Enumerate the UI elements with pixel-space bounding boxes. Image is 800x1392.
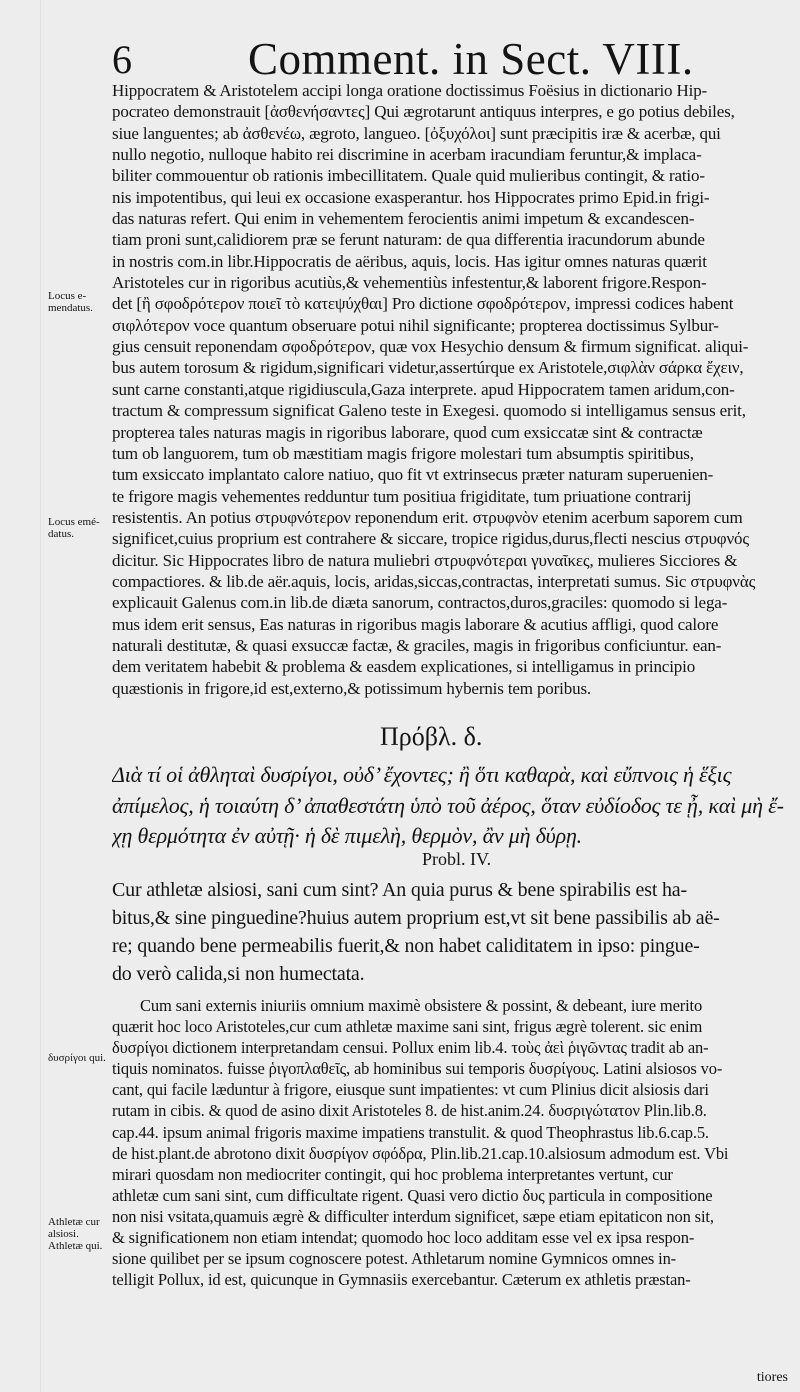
- greek-problem-text: [112, 760, 792, 852]
- text-line: naturali destitutæ, & quasi exsuccæ factæ, & graciles, magis in frigoribus conficiuntur. ean-: [112, 635, 722, 655]
- text-line: gius censuit reponendam σφοδρότερον, quæ vox Hesychio densum & firmum significat. aliqui-: [112, 337, 749, 357]
- text-line: rutam in cibis. & quod de asino dixit Aristoteles 8. de hist.anim.24. δυσριγώτατον Plin.lib.8.: [112, 1101, 707, 1121]
- text-line: det [ἢ σφοδρότερον ποιεῖ τὸ κατεψύχθαι] Pro dictione σφοδρότερον, impressi codices habent: [112, 294, 734, 314]
- text-line: sunt carne constanti,atque rigidiuscula,Gaza interprete. apud Hippocratem tamen aridum,con-: [112, 379, 735, 399]
- catchword: tiores: [756, 1370, 788, 1385]
- text-line: propterea tales naturas magis in rigoribus laborare, quod cum exsiccatæ sint & contractæ: [112, 422, 703, 442]
- greek-line: ἀπίμελος, ἡ τοιαύτη δ’ ἀπαθεστάτη ὑπὸ τοῦ ἀέρος, ὅταν εὐδίοδος τε ᾖ, καὶ μὴ ἔ-: [112, 792, 784, 818]
- commentary-paragraph-2: [112, 995, 792, 1290]
- text-line: in nostris com.in libr.Hippocratis de aëribus, aquis, locis. Has igitur omnes naturas quærit: [112, 251, 707, 271]
- text-line: σιφλότερον voce quantum obseruare potui nihil significante; propterea doctissimus Sylbur-: [112, 315, 719, 335]
- text-line: tiam proni sunt,calidiorem præ se ferunt naturam: de qua differentia iracundorum abunde: [112, 230, 705, 250]
- margin-note-locus-emendatus-1: Locus e-mendatus.: [48, 290, 93, 314]
- text-line: quærit hoc loco Aristoteles,cur cum athletæ maxime sani sint, frigus ægrè tolerent. sic enim: [112, 1017, 703, 1037]
- text-line: te frigore magis vehementes redduntur tum positiua frigiditate, tum priuatione contrarij: [112, 486, 692, 506]
- running-head: Comment. in Sect. VIII.: [248, 34, 694, 84]
- text-line: mirari quosdam non mediocriter contingit, qui hoc problema interpretantes vertunt, cur: [112, 1164, 673, 1184]
- text-line: telligit Pollux, id est, quicunque in Gymnasiis exercebantur. Cæterum ex athletis præstan-: [112, 1270, 691, 1290]
- text-line: dem veritatem habebit & problema & easdem explicationes, si intelligamus in principio: [112, 657, 696, 677]
- latin-line: re; quando bene permeabilis fuerit,& non habet caliditatem in ipso: pingue-: [112, 935, 700, 957]
- text-line: athletæ cum sani sint, cum difficultate rigent. Quasi vero dictio δυς particula in compositione: [112, 1185, 713, 1205]
- latin-line: Cur athletæ alsiosi, sani cum sint? An quia purus & bene spirabilis est ha-: [112, 879, 687, 901]
- text-line: Cum sani externis iniuriis omnium maximè obsistere & possint, & debeant, iure merito: [140, 996, 703, 1015]
- margin-note-dysrigoi: δυσρίγοι qui.: [48, 1052, 106, 1064]
- text-line: δυσρίγοι dictionem interpretandam censui. Pollux enim lib.4. τοὺς ἀεὶ ῥιγῶντας tradit ab an-: [112, 1038, 709, 1058]
- text-line: pocrateo demonstrauit [ἀσθενήσαντες] Qui ægrotarunt antiquus interpres, e go potius debiles,: [112, 102, 735, 122]
- text-line: tum exsiccato implantato calore natiuo, quo fit vt extrinsecus præter naturam superuenien-: [112, 465, 714, 485]
- text-line: quæstionis in frigore,id est,externo,& potissimum hybernis tem poribus.: [112, 678, 592, 698]
- text-line: das naturas refert. Qui enim in vehementem ferocientis animi impetum & excandescen-: [112, 209, 695, 229]
- text-line: biliter commouentur ob rationis imbecillitatem. Quale quid mulieribus contingit, & ratio-: [112, 166, 705, 186]
- text-line: mus idem erit sensus, Eas naturas in rigoribus magis laborare & acutius affligi, quod calore: [112, 614, 719, 634]
- margin-note-athletae: Athletæ cur alsiosi. Athletæ qui.: [48, 1216, 103, 1252]
- text-line: compactiores. & lib.de aër.aquis, locis, aridas,siccas,contractas, interpretati sumus. Sic στρυφνὰς: [112, 571, 756, 591]
- text-line: tractum & compressum significat Galeno teste in Exegesi. quomodo si intelligamus sensus erit,: [112, 401, 746, 421]
- text-line: bus autem torosum & rigidum,significari videtur,assertúrque ex Aristotele,σιφλὰν σάρκα ἔχειν,: [112, 358, 744, 378]
- text-line: resistentis. An potius στρυφνότερον reponendum erit. στρυφνὸν etenim acerbum saporem cum: [112, 507, 743, 527]
- text-line: & significationem non etiam intendat; quomodo hoc loco additam esse vel ex ipsa respon-: [112, 1228, 695, 1248]
- text-line: Hippocratem & Aristotelem accipi longa oratione doctissimus Foësius in dictionario Hip-: [112, 81, 708, 100]
- commentary-paragraph-1: [112, 80, 787, 699]
- margin-note-locus-emendatus-2: Locus emé-datus.: [48, 516, 100, 540]
- text-line: Aristoteles cur in rigoribus acutiùs,& vehementiùs infestentur,& laborent frigore.Respon-: [112, 273, 707, 293]
- greek-line: χῃ θερμότητα ἐν αὐτῇ· ἡ δὲ πιμελὴ, θερμὸν, ἂν μὴ δύρῃ.: [112, 823, 582, 848]
- gutter-shadow: [40, 0, 41, 1392]
- text-line: cap.44. ipsum animal frigoris maxime impatiens transtulit. & quod Theophrastus lib.6.cap.5.: [112, 1122, 709, 1142]
- greek-line: Διὰ τί οἱ ἀθληταὶ δυσρίγοι, οὐδ’ ἔχοντες; ἢ ὅτι καθαρὰ, καὶ εὔπνοις ἡ ἕξις: [112, 762, 732, 787]
- text-line: cant, qui facile læduntur à frigore, eiusque sunt impatientes: vt cum Plinius dicit alsiosis dari: [112, 1080, 709, 1100]
- text-line: de hist.plant.de abrotono dixit δυσρίγον σφόδρα, Plin.lib.21.cap.10.alsiosum admodum est. Vbi: [112, 1143, 729, 1163]
- text-line: nullo negotio, nulloque habito rei discrimine in acerbam iracundiam feruntur,& implaca-: [112, 145, 702, 165]
- text-line: tiquis nominatos. fuisse ῥιγοπλαθεῖς, ab hominibus sui temporis δυσρίγους. Latini alsiosos vo-: [112, 1059, 723, 1079]
- greek-problem-title: Πρόβλ. δ.: [380, 722, 483, 751]
- page-number: 6: [112, 37, 132, 82]
- latin-problem-text: [112, 876, 792, 988]
- text-line: dicitur. Sic Hippocrates libro de natura muliebri στρυφνότεραι γυναῖκες, mulieres Sicciores &: [112, 550, 738, 570]
- text-line: explicauit Galenus com.in lib.de diæta sanorum, contractos,duros,graciles: quomodo si lega-: [112, 593, 728, 613]
- text-line: siue languentes; ab ἀσθενέω, ægroto, langueo. [ὀξυχόλοι] sunt præcipitis iræ & acerbæ, qui: [112, 123, 721, 143]
- latin-problem-label: Probl. IV.: [422, 849, 492, 869]
- latin-line: bitus,& sine pinguedine?huius autem proprium est,vt sit bene passibilis ab aë-: [112, 907, 720, 929]
- text-line: non nisi vsitata,quamuis ægrè & difficulter interdum significet, sæpe etiam epitaticon non sit,: [112, 1206, 714, 1226]
- text-line: tum ob languorem, tum ob mæstitiam magis frigore molestari tum absumptis spiritibus,: [112, 443, 694, 463]
- text-line: significet,cuius proprium est contrahere & siccare, tropice rigidus,durus,flecti nescius στρυφνός: [112, 529, 749, 549]
- text-line: sione quilibet per se ipsum cognoscere potest. Athletarum nomine Gymnicos omnes in-: [112, 1249, 677, 1269]
- text-line: nis impotentibus, qui leui ex occasione exasperantur. hos Hippocrates primo Epid.in frigi-: [112, 187, 710, 207]
- latin-line: do verò calida,si non humectata.: [112, 963, 365, 985]
